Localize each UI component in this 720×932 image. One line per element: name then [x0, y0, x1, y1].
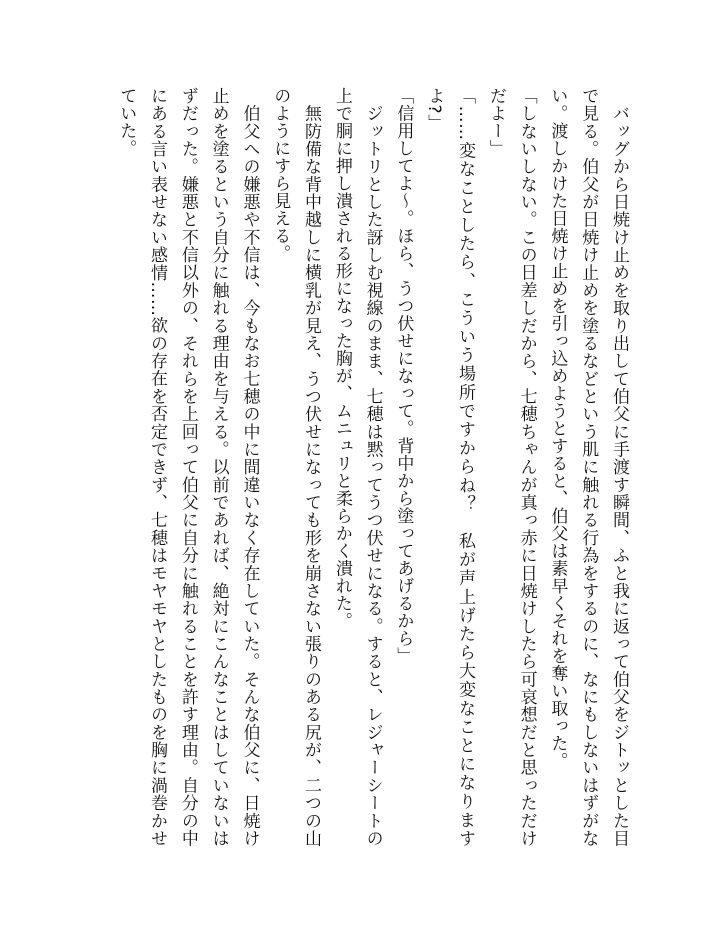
text-column: 止めを塗るという自分に触れる理由を与える。以前であれば、絶対にこんなことはしていないは — [208, 87, 229, 847]
vertical-text-body — [110, 87, 634, 847]
text-column: 伯父への嫌悪や不信は、今もなお七穂の中に間違いなく存在していた。そんな伯父に、日焼け — [239, 87, 260, 847]
text-column: で見る。伯父が日焼け止めを塗るなどという肌に触れる行為をするのに、なにもしないはずがな — [578, 87, 599, 847]
text-column: 上で胴に押し潰される形になった胸が、ムニュリと柔らかく潰れた。 — [331, 87, 352, 630]
text-column: 「しないしない。この日差しだから、七穂ちゃんが真っ赤に日焼けしたら可哀想だと思っただけ — [516, 87, 537, 847]
text-column: ていた。 — [116, 87, 137, 157]
text-column: にある言い表せない感情……欲の存在を否定できず、七穂はモヤモヤとしたものを胸に渦巻かせ — [147, 87, 168, 847]
text-column: バッグから日焼け止めを取り出して伯父に手渡す瞬間、ふと我に返って伯父をジトッとした目 — [609, 87, 629, 847]
text-column: よ?」 — [424, 87, 445, 132]
text-column: だよー」 — [485, 87, 506, 157]
text-column: ジットリとした訝しむ視線のまま、七穂は黙ってうつ伏せになる。すると、レジャーシートの — [362, 87, 383, 847]
text-column: 「信用してよ〜。ほら、うつ伏せになって。背中から塗ってあげるから」 — [393, 87, 414, 665]
text-column: ずだった。嫌悪と不信以外の、それらを上回って伯父に自分に触れることを許す理由。自分の中 — [177, 87, 198, 847]
text-column: い。渡しかけた日焼け止めを引っ込めようとすると、伯父は素早くそれを奪い取った。 — [547, 87, 568, 770]
text-column: のようにすら見える。 — [270, 87, 291, 262]
text-column: 無防備な背中越しに横乳が見え、うつ伏せになっても形を崩さない張りのある尻が、二つの山 — [301, 87, 322, 847]
text-column: 「……変なことしたら、こういう場所ですからね？ 私が声上げたら大変なことになります — [455, 87, 476, 847]
